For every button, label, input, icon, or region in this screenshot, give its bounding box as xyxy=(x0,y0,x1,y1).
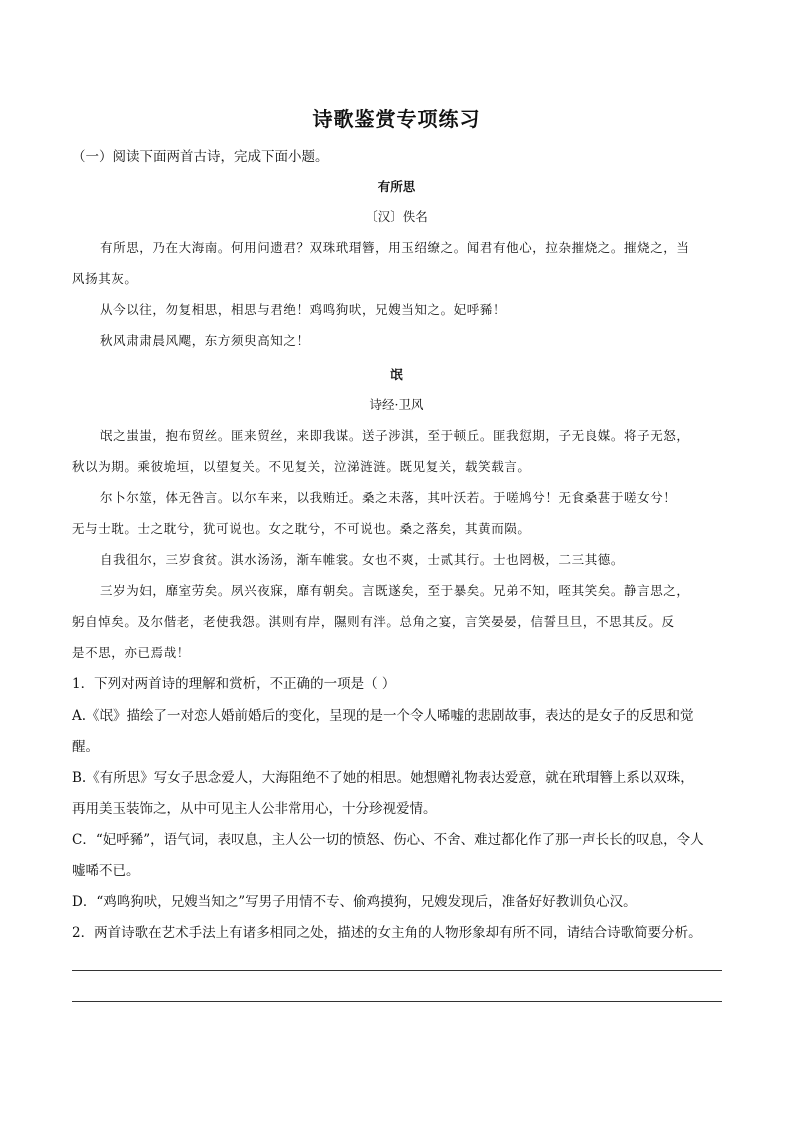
option-a: A.《氓》描绘了一对恋人婚前婚后的变化，呈现的是一个令人唏嘘的悲剧故事，表达的是女子的反思和觉 xyxy=(72,708,694,724)
poem2-line: 氓之蚩蚩，抱布贸丝。匪来贸丝，来即我谋。送子涉淇，至于顿丘。匪我愆期，子无良媒。将子无怒， xyxy=(100,428,690,443)
poem1-author: 〔汉〕佚名 xyxy=(365,209,428,224)
poem2-line: 自我徂尔，三岁食贫。淇水汤汤，渐车帷裳。女也不爽，士贰其行。士也罔极，二三其德。 xyxy=(100,552,625,567)
option-c-cont: 嘘唏不已。 xyxy=(72,863,140,879)
option-b-cont: 再用美玉装饰之，从中可见主人公非常用心，十分珍视爱情。 xyxy=(72,801,437,817)
poem2-author: 诗经·卫风 xyxy=(369,397,424,412)
answer-line[interactable] xyxy=(72,1001,722,1002)
option-b: B.《有所思》写女子思念爱人，大海阻绝不了她的相思。她想赠礼物表达爱意，就在玳瑁簪上系以双珠， xyxy=(72,770,694,786)
option-d: D．“鸡鸣狗吠，兄嫂当知之”写男子用情不专、偷鸡摸狗，兄嫂发现后，准备好好教训负心汉。 xyxy=(72,894,637,910)
poem2-line: 是不思，亦已焉哉！ xyxy=(72,645,190,660)
poem1-line: 有所思，乃在大海南。何用问遗君？双珠玳瑁簪，用玉绍缭之。闻君有他心，拉杂摧烧之。摧烧之，当 xyxy=(100,240,690,255)
poem1-line: 秋风肃肃晨风飔，东方须臾高知之！ xyxy=(100,333,310,348)
poem2-line: 秋以为期。乘彼垝垣，以望复关。不见复关，泣涕涟涟。既见复关，载笑载言。 xyxy=(72,459,531,474)
poem1-line: 风扬其灰。 xyxy=(72,271,138,286)
poem2-title: 氓 xyxy=(390,367,403,382)
question-2: 2．两首诗歌在艺术手法上有诸多相同之处，描述的女主角的人物形象却有所不同，请结合诗歌简要分析。 xyxy=(72,925,702,941)
poem2-line: 躬自悼矣。及尔偕老，老使我怨。淇则有岸，隰则有泮。总角之宴，言笑晏晏，信誓旦旦，不思其反。反 xyxy=(72,614,675,629)
option-c: C．“妃呼豨”，语气词，表叹息，主人公一切的愤怒、伤心、不舍、难过都化作了那一声长长的叹息，令人 xyxy=(72,832,704,848)
poem1-title: 有所思 xyxy=(377,179,416,194)
answer-line[interactable] xyxy=(72,970,722,971)
option-a-cont: 醒。 xyxy=(72,739,99,755)
section-intro: （一）阅读下面两首古诗，完成下面小题。 xyxy=(72,149,329,165)
poem2-line: 三岁为妇，靡室劳矣。夙兴夜寐，靡有朝矣。言既遂矣，至于暴矣。兄弟不知，咥其笑矣。静言思之， xyxy=(100,583,690,598)
poem1-line: 从今以往，勿复相思，相思与君绝！鸡鸣狗吠，兄嫂当知之。妃呼豨！ xyxy=(100,302,507,317)
question-1: 1．下列对两首诗的理解和赏析，不正确的一项是（ ） xyxy=(72,676,396,692)
poem2-line: 尔卜尔筮，体无咎言。以尔车来，以我贿迁。桑之未落，其叶沃若。于嗟鸠兮！无食桑葚于嗟女兮！ xyxy=(100,490,677,505)
page-title: 诗歌鉴赏专项练习 xyxy=(312,107,481,131)
poem2-line: 无与士耽。士之耽兮，犹可说也。女之耽兮，不可说也。桑之落矣，其黄而陨。 xyxy=(72,521,531,536)
